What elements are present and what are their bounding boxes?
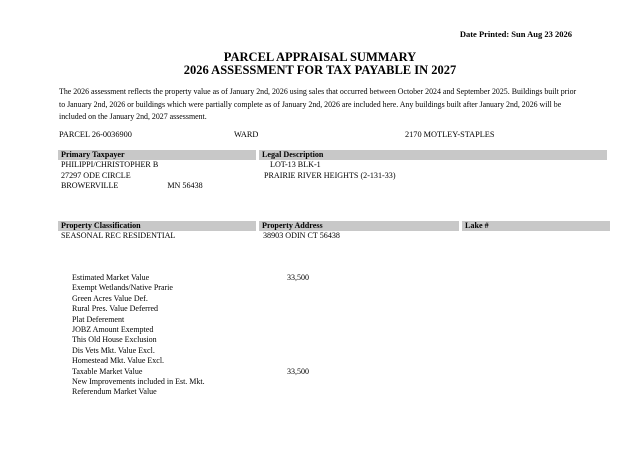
- taxpayer-header: Primary Taxpayer: [58, 150, 256, 160]
- property-address-header: Property Address: [259, 221, 459, 231]
- value-amount: [287, 377, 309, 387]
- value-amount: [287, 304, 309, 314]
- value-amount: [287, 346, 309, 356]
- intro-paragraph: The 2026 assessment reflects the property value as of January 2nd, 2026 using sales that occurred between October 2024 and September 2025. Buildings built prior to January 2nd, 2026 or buildings which were partially complete as of January 2nd, 2026 are included here. Any buildings built after January 2nd, 2026 will be included on the January 2nd, 2027 assessment.: [59, 87, 577, 122]
- page-subtitle: 2026 ASSESSMENT FOR TAX PAYABLE IN 2027: [183, 63, 457, 77]
- property-address-value: 38903 ODIN CT 56438: [263, 231, 340, 240]
- value-label: Taxable Market Value: [72, 366, 143, 376]
- value-amounts: [287, 273, 309, 398]
- date-printed: Date Printed: Sun Aug 23 2026: [459, 29, 572, 39]
- value-label: Green Acres Value Def.: [72, 293, 148, 303]
- taxpayer-name: PHILIPPI/CHRISTOPHER B: [61, 160, 159, 169]
- value-label: Estimated Market Value: [72, 273, 150, 282]
- value-amount: [287, 315, 309, 325]
- value-label: Plat Deferement: [72, 314, 125, 324]
- value-label: JOBZ Amount Exempted: [72, 324, 154, 334]
- value-label: This Old House Exclusion: [72, 335, 157, 345]
- ward-label: WARD: [234, 130, 259, 139]
- taxpayer-city-line: [61, 181, 203, 192]
- value-amount: [287, 325, 309, 335]
- value-amount: [287, 335, 309, 345]
- taxpayer-address: 27297 ODE CIRCLE: [61, 170, 131, 180]
- classification-block: [61, 231, 175, 242]
- value-label: Rural Pres. Value Deferred: [72, 304, 159, 314]
- legal-header: Legal Description: [259, 150, 607, 160]
- value-amount: [287, 356, 309, 366]
- value-labels: [72, 273, 205, 398]
- value-amount: [287, 294, 309, 304]
- value-amount: [287, 387, 309, 397]
- value-amount: 33,500: [287, 366, 309, 376]
- lake-header: Lake #: [462, 221, 610, 231]
- school-district: 2170 MOTLEY-STAPLES: [405, 130, 495, 139]
- value-amount: 33,500: [287, 273, 309, 282]
- classification-header: Property Classification: [58, 221, 256, 231]
- page-title: PARCEL APPRAISAL SUMMARY: [223, 50, 417, 64]
- value-label: Dis Vets Mkt. Value Excl.: [72, 345, 155, 355]
- value-amount: [287, 283, 309, 293]
- value-label: New Improvements included in Est. Mkt.: [72, 376, 205, 386]
- parcel-number: PARCEL 26-0036900: [59, 130, 132, 139]
- taxpayer-city: BROWERVILLE: [61, 181, 119, 191]
- value-label: Exempt Wetlands/Native Prarie: [72, 283, 173, 293]
- legal-block: [264, 160, 396, 181]
- taxpayer-block: [61, 160, 203, 192]
- taxpayer-state-zip: MN 56438: [167, 181, 203, 191]
- legal-line-2: PRAIRIE RIVER HEIGHTS (2-131-33): [264, 170, 396, 180]
- legal-line-1: LOT-13 BLK-1: [270, 160, 321, 169]
- classification-value: SEASONAL REC RESIDENTIAL: [61, 231, 176, 240]
- value-label: Homestead Mkt. Value Excl.: [72, 356, 165, 366]
- value-label: Referendum Market Value: [72, 387, 157, 397]
- property-address-block: [263, 231, 340, 242]
